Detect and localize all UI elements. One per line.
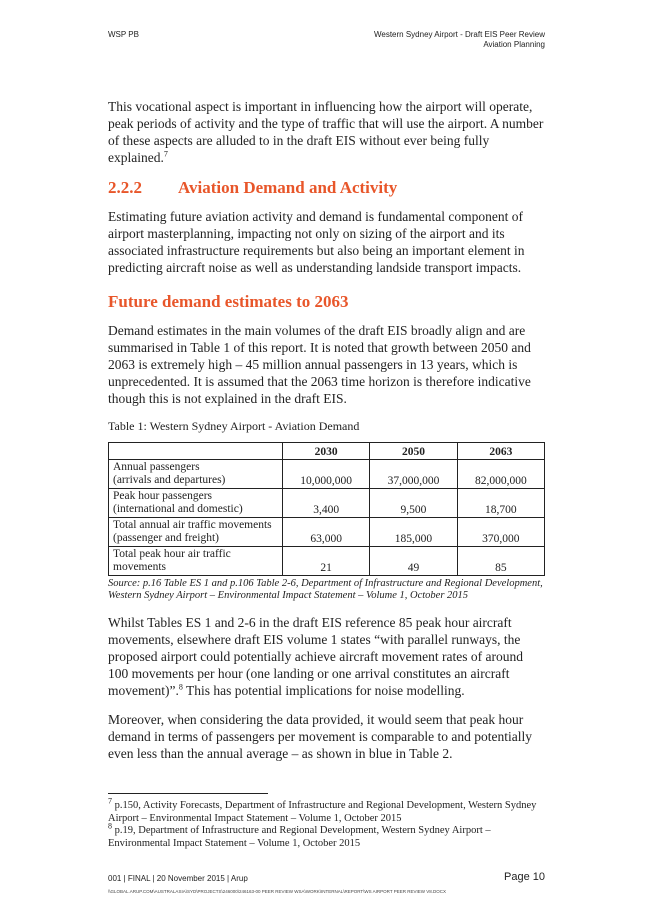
row-label-line: Total annual air traffic movements: [113, 519, 272, 531]
section-paragraph: Estimating future aviation activity and demand is fundamental component of airport masterplanning, impacting not only on sizing of the airport and its associated infrastructure requirements but also being an important element in predicting aircraft noise as well as understanding landside transport impacts.: [108, 209, 525, 275]
footer-info: 001 | FINAL | 20 November 2015 | Arup: [108, 874, 248, 883]
table-header-cell: 2030: [283, 443, 370, 460]
table-row: [109, 489, 545, 518]
table-header-cell: [109, 443, 283, 460]
source-line: Source: p.16 Table ES 1 and p.106 Table 2-6, Department of Infrastructure and Regional Development,: [108, 578, 543, 589]
moreover-paragraph: Moreover, when considering the data provided, it would seem that peak hour demand in terms of passengers per movement is comparable to and potentially even less than the annual average – as shown in blue in Table 2.: [108, 712, 533, 761]
table-cell: 37,000,000: [370, 460, 457, 489]
whilst-text: Whilst Tables ES 1 and 2-6 in the draft EIS reference 85 peak hour aircraft movements, elsewhere draft EIS volume 1 states “with parallel runways, the proposed airport could potentially achieve aircraft movement rates of around 100 movements per hour (one landing or one arrival constitutes an aircraft movement)”.: [108, 615, 523, 698]
table-cell: 185,000: [370, 518, 457, 547]
table-cell: 82,000,000: [457, 460, 544, 489]
demand-table: [108, 442, 545, 576]
demand-paragraph: Demand estimates in the main volumes of the draft EIS broadly align and are summarised in Table 1 of this report. It is noted that growth between 2050 and 2063 is extremely high – 45 million annual passengers in 13 years, which is unprecedented. It is assumed that the 2063 time horizon is therefore indicative though this is not explained in the draft EIS.: [108, 323, 531, 406]
header-title-line2: Aviation Planning: [483, 40, 545, 49]
footnote-ref-7[interactable]: 7: [163, 149, 168, 159]
row-label-line: Peak hour passengers: [113, 490, 213, 502]
table-cell: 21: [283, 547, 370, 576]
table-header-cell: 2063: [457, 443, 544, 460]
table-cell: 49: [370, 547, 457, 576]
row-label-line: Total peak hour air traffic: [113, 548, 231, 560]
footnote-number: 8: [108, 821, 112, 831]
section-number: 2.2.2: [108, 178, 142, 197]
row-label-line: movements: [113, 561, 167, 573]
row-label-line: (passenger and freight): [113, 532, 220, 544]
whilst-paragraph: [108, 614, 545, 699]
header-document-title: [374, 30, 545, 50]
footnote-number: 7: [108, 796, 112, 806]
intro-text: This vocational aspect is important in influencing how the airport will operate, peak periods of activity and the type of traffic that will use the airport. A number of these aspects are alluded to in the draft EIS without ever being fully explained.: [108, 99, 544, 165]
footnotes: [108, 796, 545, 850]
table-row: [109, 460, 545, 489]
table-row: [109, 518, 545, 547]
table-cell: 3,400: [283, 489, 370, 518]
section-title: Aviation Demand and Activity: [178, 178, 398, 197]
footnote: [108, 796, 545, 825]
row-label-line: Annual passengers: [113, 461, 200, 473]
table-cell: 10,000,000: [283, 460, 370, 489]
row-label: [109, 518, 283, 547]
table-cell: 9,500: [370, 489, 457, 518]
table-header-cell: 2050: [370, 443, 457, 460]
row-label: [109, 547, 283, 576]
intro-paragraph: [108, 98, 545, 166]
footnote-ref-8[interactable]: 8: [178, 682, 183, 692]
footnote-divider: [108, 793, 268, 794]
subheading: Future demand estimates to 2063: [108, 292, 349, 311]
footnote-text: p.150, Activity Forecasts, Department of Infrastructure and Regional Development, Western Sydney Airport – Environmental Impact Statement – Volume 1, October 2015: [108, 800, 537, 824]
whilst-tail: This has potential implications for noise modelling.: [182, 683, 465, 698]
footnote: [108, 821, 545, 850]
header-company: WSP PB: [108, 30, 139, 39]
table-cell: 85: [457, 547, 544, 576]
footnote-text: p.19, Department of Infrastructure and Regional Development, Western Sydney Airport – Environmental Impact Statement – Volume 1, October 2015: [108, 825, 491, 849]
row-label-line: (international and domestic): [113, 503, 243, 515]
header-title-line1: Western Sydney Airport - Draft EIS Peer Review: [373, 30, 545, 39]
page-number: Page 10: [504, 871, 545, 883]
row-label: [109, 489, 283, 518]
table-source: [108, 578, 545, 602]
row-label: [109, 460, 283, 489]
table-header-row: [109, 443, 545, 460]
table-caption: Table 1: Western Sydney Airport - Aviation Demand: [108, 419, 360, 433]
table-cell: 18,700: [457, 489, 544, 518]
footer-file-path: \\GLOBAL.ARUP.COM\AUSTRALASIA\SYD\PROJECTS\246000\246163-00 PEER REVIEW WSA\WORK\INTERNAL\REPORT\WS AIRPORT PEER REVIEW V8.DOCX: [108, 889, 447, 894]
table-cell: 63,000: [283, 518, 370, 547]
table-row: [109, 547, 545, 576]
section-heading: [108, 178, 545, 198]
page-content: [108, 98, 545, 774]
table-cell: 370,000: [457, 518, 544, 547]
source-line: Western Sydney Airport – Environmental Impact Statement – Volume 1, October 2015: [108, 590, 469, 601]
row-label-line: (arrivals and departures): [113, 474, 226, 486]
